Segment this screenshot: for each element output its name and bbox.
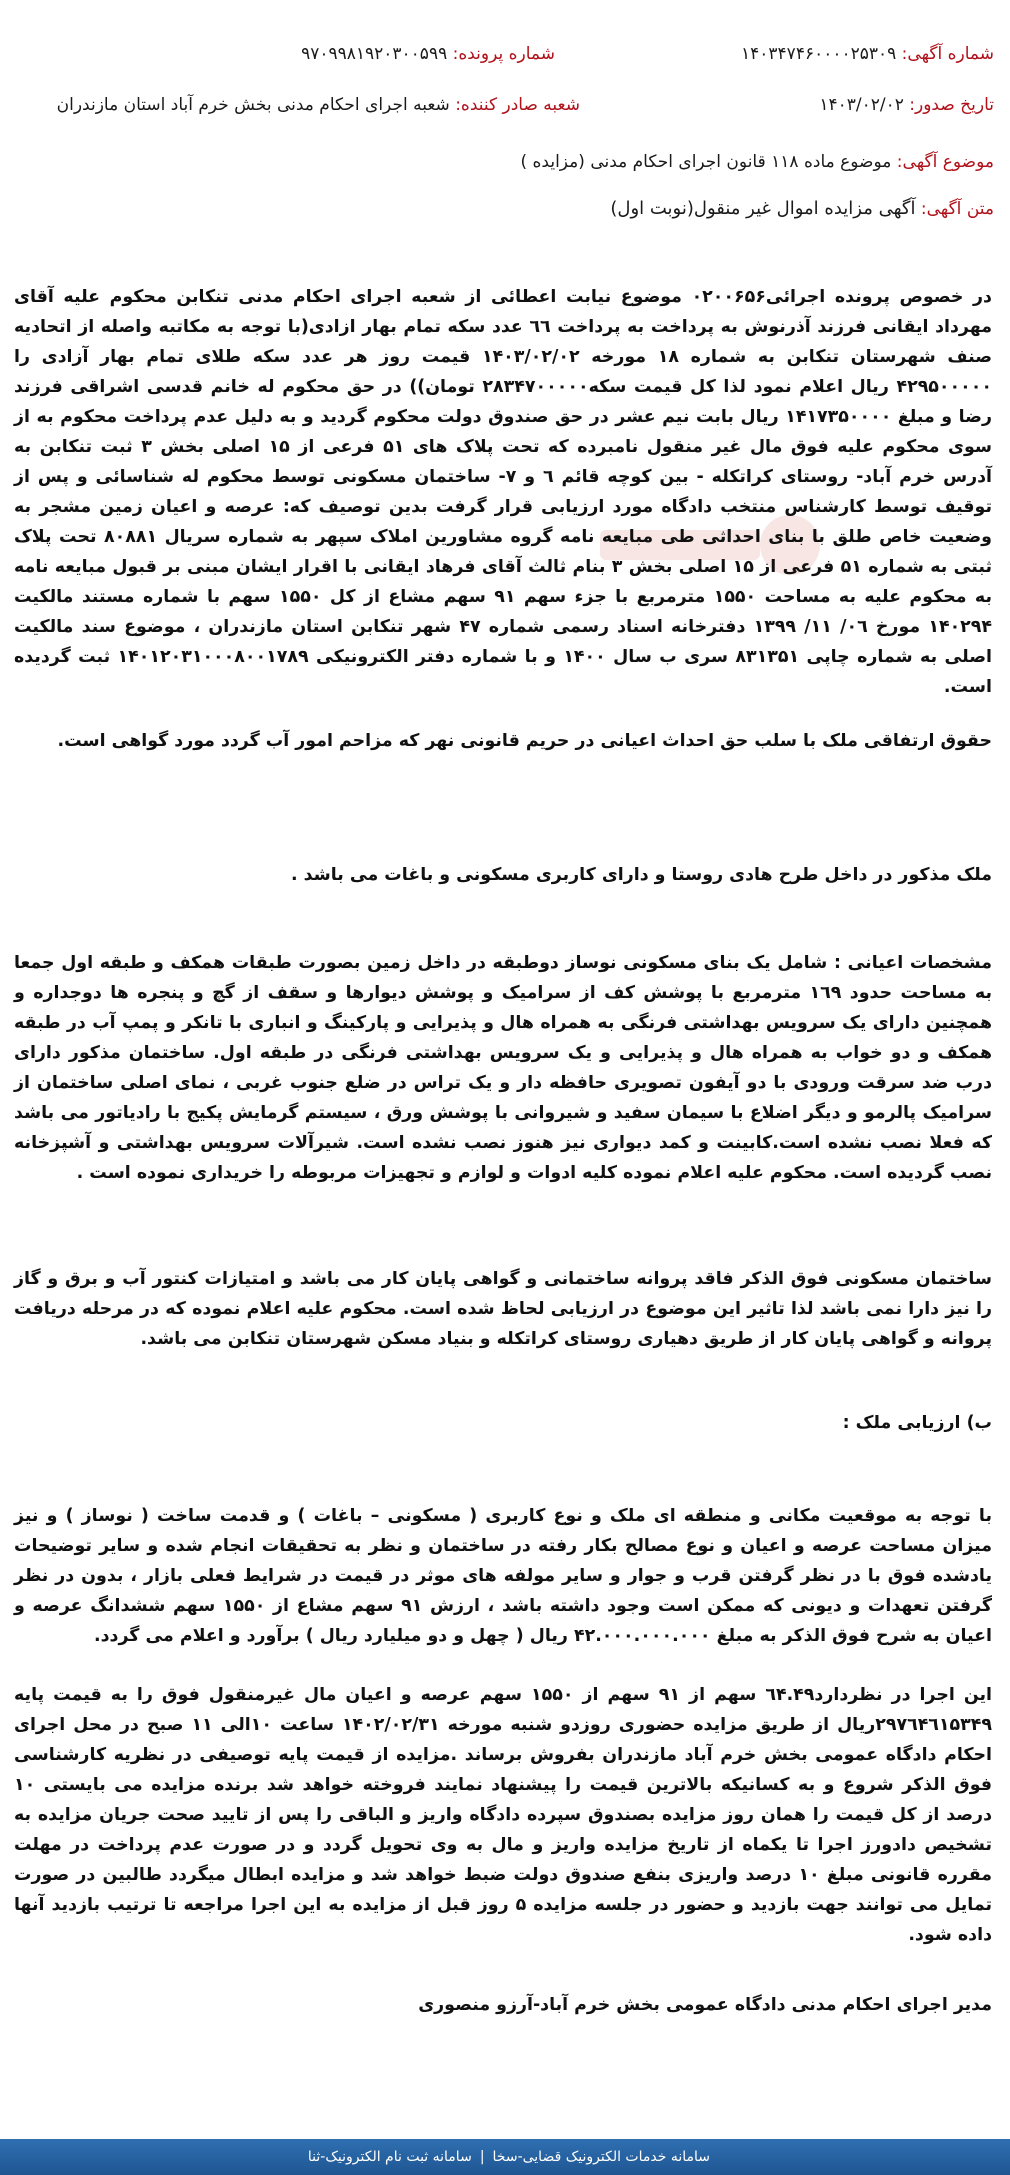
ad-text-title: آگهی مزایده اموال غیر منقول(نوبت اول) — [610, 198, 916, 219]
case-number-value: ۹۷۰۹۹۸۱۹۲۰۳۰۰۵۹۹ — [301, 44, 448, 64]
footer-link-sakha[interactable]: سامانه خدمات الکترونیک قضایی-سخا — [492, 2149, 710, 2165]
paragraph-permit-status: ساختمان مسکونی فوق الذکر فاقد پروانه ساختمانی و گواهی پایان کار می باشد و امتیازات کنتور آب و برق و گاز را نیز دارا نمی باشد لذا تاثیر این موضوع در ارزیابی لحاظ شده است. محکوم علیه اعلام نموده که در مرحله دریافت پروانه و گواهی پایان کار از طریق دهیاری روستای کراتکله و بنیاد مسکن شهرستان تنکابن می باشد. — [14, 1269, 992, 1349]
paragraph-building-specs: مشخصات اعیانی : شامل یک بنای مسکونی نوساز دوطبقه در داخل زمین بصورت طبقات همکف و طبقه اول جمعا به مساحت حدود ۱٦۹ مترمربع با پوشش کف از سرامیک و پوشش دیوارها و سقف از گچ و پنجره ها دوجداره و همچنین دارای یک سرویس بهداشتی فرنگی به همراه هال و پذیرایی و پارکینگ و انباری با تانکر و پمپ آب در طبقه همکف و دو خواب به همراه هال و پذیرایی و یک سرویس بهداشتی فرنگی در طبقه اول. ساختمان مذکور دارای درب ضد سرقت ورودی با دو آیفون تصویری حافظه دار و یک تراس در ضلع جنوب غربی ، نمای اصلی ساختمان از سرامیک پالرمو و دیگر اضلاع با سیمان سفید و شیروانی با پوشش ورق ، سیستم گرمایش پکیج با رادیاتور می باشد که فعلا نصب نشده است.کابینت و کمد دیواری نیز هنوز نصب نشده است. شیرآلات سرویس بهداشتی و آشپزخانه نصب گردیده است. محکوم علیه اعلام نموده کلیه ادوات و لوازم و تجهیزات مربوطه را خریداری نموده است . — [14, 953, 992, 1183]
issue-date-value: ۱۴۰۳/۰۲/۰۲ — [819, 95, 904, 115]
subject-value: موضوع ماده ۱۱۸ قانون اجرای احکام مدنی (مزایده ) — [520, 152, 892, 172]
subject-row — [520, 150, 994, 174]
paragraph-auction-terms: این اجرا در نظردارد٦۴.۴۹ سهم از ۹۱ سهم از ۱۵۵۰ سهم عرصه و اعیان مال غیرمنقول فوق را به قیمت پایه ۲۹۷٦۴٦۱۵۳۴۹ریال از طریق مزایده حضوری روزدو شنبه مورخه ۱۴۰۲/۰۲/۳۱ ساعت ۱۰الی ۱۱ صبح در محل اجرای احکام دادگاه عمومی بخش خرم آباد مازندران بفروش برساند .مزایده از قیمت پایه توصیفی در نظریه کارشناسی فوق الذکر شروع و به کسانیکه بالاترین قیمت را پیشنهاد نمایند فروخته خواهد شد برنده مزایده می بایستی ۱۰ درصد از کل قیمت را همان روز مزایده بصندوق سپرده دادگاه واریز و الباقی را پس از تایید صحت جریان مزایده به تشخیص دادورز اجرا تا یکماه از تاریخ مزایده واریز و مال به وی تحویل گردد و در صورت عدم پرداخت در مهلت مقرره قانونی مبلغ ۱۰ درصد واریزی بنفع صندوق دولت ضبط خواهد شد و مزایده ابطال میگردد طالبین در صورت تمایل می توانند جهت بازدید و حضور در جلسه مزایده ۵ روز قبل از مزایده به این اجرا مراجعه تا ترتیب بازدید آنها داده شود. — [14, 1685, 993, 1945]
issuing-branch-label: شعبه صادر کننده: — [455, 95, 580, 115]
ad-text-row — [610, 197, 994, 221]
paragraph-easement-rights: حقوق ارتفاقی ملک با سلب حق احداث اعیانی در حریم قانونی نهر که مزاحم امور آب گردد مورد گواهی است. — [57, 731, 992, 751]
ad-number-row — [741, 42, 994, 66]
ad-text-label: متن آگهی: — [920, 199, 994, 219]
footer-link-sana[interactable]: سامانه ثبت نام الکترونیک-ثنا — [307, 2149, 472, 2165]
footer-bar — [0, 2139, 1010, 2175]
evaluation-heading: ب) ارزیابی ملک : — [842, 1413, 992, 1433]
paragraph-zoning: ملک مذکور در داخل طرح هادی روستا و دارای کاربری مسکونی و باغات می باشد . — [290, 865, 992, 885]
issue-date-row — [819, 93, 994, 117]
case-number-label: شماره پرونده: — [452, 44, 555, 64]
paragraph-evaluation: با توجه به موقعیت مکانی و منطقه ای ملک و نوع کاربری ( مسکونی – باغات ) و قدمت ساخت ( نوساز ) و نیز میزان مساحت عرصه و اعیان و نوع مصالح بکار رفته در ساختمان و نظر به تحقیقات انجام شده و سایر توضیحات یادشده فوق با در نظر گرفتن قرب و جوار و سایر مولفه های موثر در قیمت در شرایط فعلی بازار ، بدون در نظر گرفتن تعهدات و دیونی که ممکن است وجود داشته باشد ، ارزش ۹۱ سهم مشاع از ۱۵۵۰ سهم ششدانگ عرصه و اعیان به شرح فوق الذکر به مبلغ ۴۲.۰۰۰.۰۰۰.۰۰۰ ریال ( چهل و دو میلیارد ریال ) برآورد و اعلام می گردد. — [14, 1506, 992, 1646]
paragraph-case-details: در خصوص پرونده اجرائی۰۲۰۰۶۵۶ موضوع نیابت اعطائی از شعبه اجرای احکام مدنی تنکابن محکوم علیه آقای مهرداد ایقانی فرزند آذرنوش به پرداخت به پرداخت ٦٦ عدد سکه تمام بهار ازادی(با توجه به مکاتبه واصله از اتحادیه صنف شهرستان تنکابن به شماره ۱۸ مورخه ۱۴۰۳/۰۲/۰۲ قیمت روز هر عدد سکه طلای تمام بهار آزادی را ۴۲۹۵۰۰۰۰۰ ریال اعلام نمود لذا کل قیمت سکه۲۸۳۴۷۰۰۰۰۰ تومان)) در حق محکوم له خانم قدسی اشراقی فرزند رضا و مبلغ ۱۴۱۷۳۵۰۰۰۰ ریال بابت نیم عشر در حق صندوق دولت محکوم گردید و به دلیل عدم پرداخت محکوم به از سوی محکوم علیه فوق مال غیر منقول نامبرده که تحت پلاک های ۵۱ فرعی از ۱۵ اصلی بخش ۳ ثبت تنکابن به آدرس خرم آباد- روستای کراتکله - بین کوچه قائم ٦ و ۷- ساختمان مسکونی توسط محکوم له شناسائی و پس از توقیف توسط کارشناس منتخب دادگاه مورد ارزیابی قرار گرفت بدین توصیف که: عرصه و اعیان زمین مشجر به وضعیت خاص طلق با بنای احداثی طی مبایعه نامه گروه مشاورین املاک سپهر به شماره سریال ۸۰۸۸۱ تحت پلاک ثبتی به شماره ۵۱ فرعی از ۱۵ اصلی بخش ۳ بنام ثالث آقای فرهاد ایقانی با اقرار ایشان مبنی بر قبول مبایعه نامه به محکوم علیه به مساحت ۱۵۵۰ مترمربع با جزء سهم ۹۱ سهم مشاع از کل ۱۵۵۰ سهم با شماره مستند مالکیت ۱۴۰۲۹۴ مورخ ۰٦/ ۱۱/ ۱۳۹۹ دفترخانه اسناد رسمی شماره ۴۷ شهر تنکابن استان مازندران ، موضوع سند مالکیت اصلی به شماره چاپی ۸۳۱۳۵۱ سری ب سال ۱۴۰۰ و با شماره دفتر الکترونیکی ۱۴۰۱۲۰۳۱۰۰۰۸۰۰۱۷۸۹ ثبت گردیده است. — [14, 287, 993, 697]
footer-separator: | — [479, 2149, 485, 2165]
ad-number-value: ۱۴۰۳۴۷۴۶۰۰۰۰۲۵۳۰۹ — [741, 44, 897, 64]
subject-label: موضوع آگهی: — [896, 152, 994, 172]
signature-line: مدیر اجرای احکام مدنی دادگاه عمومی بخش خرم آباد-آرزو منصوری — [418, 1995, 992, 2015]
issuing-branch-row — [57, 93, 580, 117]
issuing-branch-value: شعبه اجرای احکام مدنی بخش خرم آباد استان مازندران — [56, 95, 450, 115]
case-number-row — [301, 42, 555, 66]
issue-date-label: تاریخ صدور: — [909, 95, 994, 115]
ad-number-label: شماره آگهی: — [901, 44, 994, 64]
